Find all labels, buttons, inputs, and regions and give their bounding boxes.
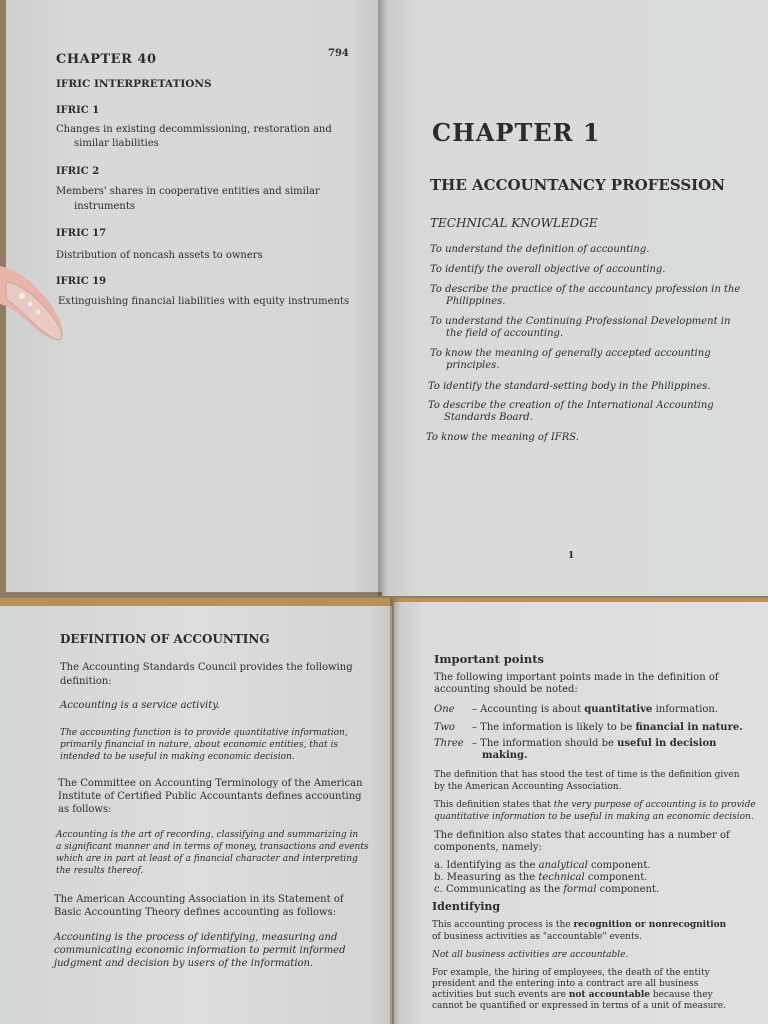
objective: To identify the overall objective of accounting. [430, 264, 666, 275]
finger-image [0, 262, 68, 342]
section-heading: DEFINITION OF ACCOUNTING [60, 632, 270, 646]
paragraph: Institute of Certified Public Accountants defines accounting [58, 791, 362, 802]
paragraph: activities but such events are not accountable because they [432, 990, 713, 1000]
paragraph: This accounting process is the recognition or nonrecognition [432, 920, 727, 930]
entry-text: Members' shares in cooperative entities and similar [56, 186, 320, 197]
important-points-page [394, 602, 768, 1024]
paragraph: as follows: [58, 804, 112, 815]
section-heading: IFRIC INTERPRETATIONS [56, 78, 212, 90]
paragraph: For example, the hiring of employees, the death of the entity [432, 968, 710, 978]
entry-code: IFRIC 2 [56, 166, 100, 177]
quote: which are in part at least of a financial character and interpreting [56, 854, 358, 864]
component-item: b. Measuring as the technical component. [434, 872, 648, 883]
objective: principles. [446, 360, 500, 371]
definition-page [0, 606, 392, 1024]
entry-text: Extinguishing financial liabilities with equity instruments [58, 296, 350, 307]
entry-text: instruments [74, 201, 136, 212]
quote: Accounting is the art of recording, classifying and summarizing in [56, 830, 359, 840]
chapter-subject: THE ACCOUNTANCY PROFESSION [430, 176, 725, 194]
point-text: – The information is likely to be financial in nature. [472, 722, 743, 733]
objective: To identify the standard-setting body in the Philippines. [428, 381, 711, 392]
chapter-label: CHAPTER 40 [56, 52, 157, 67]
paragraph: The American Accounting Association in its Statement of [54, 894, 344, 905]
point-label: Two [434, 722, 455, 733]
quote: judgment and decision by users of the information. [54, 958, 314, 969]
objective: To know the meaning of IFRS. [426, 432, 579, 443]
objective: To describe the practice of the accountancy profession in the [430, 284, 741, 295]
paragraph: Basic Accounting Theory defines accounting as follows: [54, 907, 337, 918]
paragraph: by the American Accounting Association. [434, 782, 622, 792]
entry-code: IFRIC 1 [56, 105, 100, 116]
quote: primarily financial in nature, about economic entities, that is [60, 740, 338, 750]
paragraph: This definition states that the very purpose of accounting is to provide [434, 800, 756, 810]
paragraph: The definition also states that accounting has a number of [434, 830, 730, 841]
entry-text: Distribution of noncash assets to owners [56, 250, 263, 261]
component-item: c. Communicating as the formal component. [434, 884, 660, 895]
paragraph: The definition that has stood the test of time is the definition given [434, 770, 740, 780]
component-item: a. Identifying as the analytical component. [434, 860, 651, 871]
section-subtitle: TECHNICAL KNOWLEDGE [430, 216, 598, 230]
objective: To describe the creation of the International Accounting [428, 400, 714, 411]
entry-text: Changes in existing decommissioning, restoration and [56, 124, 332, 135]
entry-code: IFRIC 19 [56, 276, 107, 287]
paragraph: definition: [60, 676, 112, 687]
quote: Accounting is the process of identifying, measuring and [54, 932, 338, 943]
quote: Accounting is a service activity. [60, 700, 220, 711]
entry-code: IFRIC 17 [56, 228, 107, 239]
point-label: Three [434, 738, 464, 749]
paragraph: quantitative information to be useful in making an economic decision. [434, 812, 754, 822]
quote: the results thereof. [56, 866, 144, 876]
page-1 [382, 0, 768, 596]
paragraph: The Committee on Accounting Terminology of the American [58, 778, 363, 789]
paragraph: The Accounting Standards Council provides the following [60, 662, 353, 673]
quote: communicating economic information to permit informed [54, 945, 346, 956]
paragraph: Not all business activities are accountable. [432, 950, 629, 960]
paragraph: cannot be quantified or expressed in terms of a unit of measure. [432, 1001, 726, 1011]
book-gutter [378, 0, 388, 596]
paragraph: components, namely: [434, 842, 542, 853]
paragraph: of business activities as "accountable" events. [432, 932, 643, 942]
point-label: One [434, 704, 455, 715]
objective: the field of accounting. [446, 328, 564, 339]
section-heading: Important points [434, 652, 544, 666]
objective: To know the meaning of generally accepted accounting [430, 348, 711, 359]
point-text: – Accounting is about quantitative information. [472, 704, 719, 715]
entry-text: similar liabilities [74, 138, 159, 149]
point-text-cont: making. [482, 750, 528, 761]
objective: Standards Board. [444, 412, 533, 423]
point-text: – The information should be useful in decision [472, 738, 717, 749]
paragraph: The following important points made in the definition of [434, 672, 719, 683]
chapter-title: CHAPTER 1 [432, 118, 601, 147]
objective: To understand the Continuing Professional Development in [430, 316, 731, 327]
quote: The accounting function is to provide quantitative information, [60, 728, 348, 738]
objective: Philippines. [446, 296, 506, 307]
page-number: 1 [568, 551, 575, 561]
objective: To understand the definition of accounting. [430, 244, 650, 255]
bottom-photo [0, 598, 768, 1024]
page-number: 794 [328, 48, 349, 59]
book-gutter [390, 598, 400, 1024]
subheading: Identifying [432, 900, 501, 913]
quote: intended to be useful in making economic decision. [60, 752, 295, 762]
quote: a significant manner and in terms of money, transactions and events [56, 842, 369, 852]
paragraph: accounting should be noted: [434, 684, 578, 695]
paragraph: president and the entering into a contract are all business [432, 979, 699, 989]
